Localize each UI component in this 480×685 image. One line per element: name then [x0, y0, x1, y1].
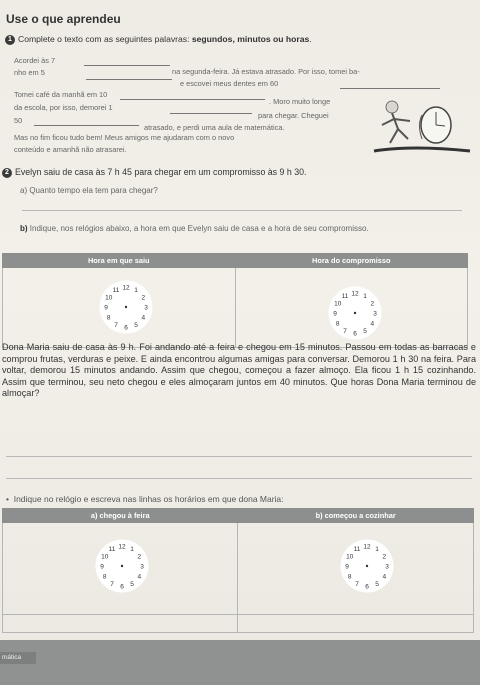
q3-answer-line[interactable] — [6, 456, 472, 457]
clock-number: 10 — [333, 300, 341, 308]
q2-clock-cell-right — [235, 268, 467, 348]
clock-number: 4 — [370, 320, 374, 328]
q3-answer-line[interactable] — [6, 478, 472, 479]
clock-center-dot — [125, 306, 127, 308]
clock-number: 9 — [100, 563, 104, 571]
q1-keywords: segundos, minutos ou horas — [191, 34, 310, 44]
q3-text: Dona Maria saiu de casa às 9 h. Foi andando até a feira e chegou em 15 minutos. Passou em todas as barracas e comprou frutas, verduras e peixe. E ainda encontrou algumas amigas para conversar. Demorou 1 h 30 na feira. Para voltar, demorou 15 minutos andando. Assim que chegou, começou a fazer almoço. Ela ficou 1 h 15 cozinhando. Assim que terminou, seu neto chegou e eles almoçaram juntos em 40 minutos. Que horas Dona Maria terminou de almoçar? — [2, 342, 476, 399]
clock-number: 2 — [382, 553, 387, 561]
q2-item-b: b) Indique, nos relógios abaixo, a hora em que Evelyn saiu de casa e a hora de seu compromisso. — [20, 224, 369, 233]
clock-number: 6 — [124, 324, 128, 332]
q1-prompt-text: Complete o texto com as seguintes palavras: — [18, 34, 192, 44]
q1-text-line: . Moro muito longe — [269, 97, 331, 106]
clock-svg[interactable] — [338, 537, 396, 595]
clock-number: 1 — [130, 546, 134, 554]
clock-center-dot — [121, 565, 123, 567]
footer-subject-tab: mática — [0, 652, 36, 664]
clock-number: 10 — [101, 553, 109, 561]
q2-clock-table — [2, 253, 468, 348]
clock-number: 1 — [362, 293, 367, 301]
clock-number: 3 — [385, 563, 390, 571]
q1-blank-5[interactable] — [170, 113, 252, 114]
clock-face[interactable] — [326, 284, 467, 347]
clock-number: 7 — [110, 580, 114, 588]
q1-blank-2[interactable] — [86, 79, 172, 80]
clock-number: 1 — [134, 287, 138, 295]
clock-face[interactable] — [97, 278, 235, 341]
clock-center-dot — [353, 312, 355, 314]
q1-text-line: nho em 5 — [14, 68, 45, 77]
page-title: Use o que aprendeu — [6, 12, 121, 26]
clock-number: 7 — [355, 580, 360, 588]
q3-clock-table — [2, 508, 474, 633]
clock-number: 6 — [365, 583, 370, 591]
q2-prompt: 2 Evelyn saiu de casa às 7 h 45 para chegar em um compromisso às 9 h 30. — [2, 167, 306, 178]
q3-clock-cell-right — [238, 523, 474, 615]
q1-text-line: Acordei às 7 — [14, 56, 56, 65]
clock-number: 9 — [345, 563, 350, 571]
clock-number: 3 — [140, 563, 144, 571]
clock-number: 4 — [382, 573, 387, 581]
clock-number: 2 — [370, 300, 374, 308]
q3-header-right: b) começou a cozinhar — [238, 509, 474, 523]
clock-number: 4 — [141, 314, 146, 322]
clock-number: 8 — [335, 320, 340, 328]
clock-number: 4 — [137, 573, 142, 581]
q1-blank-6[interactable] — [34, 125, 139, 126]
q1-text-line: Tomei café da manhã em 10 — [14, 90, 108, 99]
q1-prompt: 1 Complete o texto com as seguintes palavras: segundos, minutos ou horas. — [5, 34, 312, 45]
q1-text-line: para chegar. Cheguei — [258, 111, 329, 120]
clock-number: 1 — [375, 546, 380, 554]
q1-text-line: na segunda-feira. Já estava atrasado. Por isso, tomei ba- — [172, 67, 360, 76]
clock-number: 11 — [341, 293, 348, 301]
q1-text-line: da escola, por isso, demorei 1 — [14, 103, 113, 112]
q2-answer-line[interactable] — [22, 210, 462, 211]
bullet-dot: • — [6, 494, 9, 504]
clock-number: 2 — [137, 553, 142, 561]
clock-number: 5 — [134, 321, 138, 329]
q1-text-line: conteúdo e amanhã não atrasarei. — [14, 145, 127, 154]
q1-number: 1 — [5, 35, 15, 45]
q1-blank-4[interactable] — [120, 99, 265, 100]
clock-number: 6 — [120, 583, 124, 591]
q1-blank-3[interactable] — [340, 88, 440, 89]
clock-number: 11 — [108, 546, 116, 554]
clock-number: 12 — [363, 543, 372, 551]
clock-face[interactable] — [93, 537, 237, 600]
clock-number: 8 — [348, 573, 352, 581]
clock-number: 7 — [114, 321, 118, 329]
q1-text-line: 50 — [14, 116, 23, 125]
clock-number: 9 — [104, 304, 108, 312]
clock-svg[interactable] — [93, 537, 151, 595]
clock-number: 6 — [352, 330, 357, 338]
clock-number: 5 — [130, 580, 134, 588]
q2-header-left: Hora em que saiu — [3, 254, 236, 268]
clock-number: 8 — [106, 314, 111, 322]
q2-header-right: Hora do compromisso — [235, 254, 467, 268]
clock-number: 10 — [346, 553, 354, 561]
clock-number: 11 — [354, 546, 361, 554]
clock-number: 2 — [141, 294, 146, 302]
clock-number: 11 — [112, 287, 120, 295]
clock-number: 8 — [102, 573, 107, 581]
q1-blank-1[interactable] — [84, 65, 170, 66]
q3-answer-cell-left[interactable] — [3, 615, 238, 633]
running-boy-clock-illustration — [372, 95, 472, 161]
clock-svg[interactable] — [97, 278, 155, 336]
clock-number: 5 — [375, 580, 380, 588]
clock-number: 5 — [362, 327, 367, 335]
q3-answer-cell-right[interactable] — [238, 615, 474, 633]
clock-number: 3 — [144, 304, 148, 312]
q1-text-line: atrasado, e perdi uma aula de matemática. — [144, 123, 285, 132]
q3-bullet-instruction: • Indique no relógio e escreva nas linhas os horários em que dona Maria: — [6, 494, 284, 504]
clock-center-dot — [366, 565, 368, 567]
q2-clock-cell-left — [3, 268, 236, 348]
q2-item-a: a) Quanto tempo ela tem para chegar? — [20, 186, 158, 195]
q2-number: 2 — [2, 168, 12, 178]
clock-number: 3 — [372, 310, 377, 318]
clock-svg[interactable] — [326, 284, 384, 342]
clock-face[interactable] — [338, 537, 473, 600]
q1-text-line: e escovei meus dentes em 60 — [180, 79, 279, 88]
clock-number: 7 — [342, 327, 347, 335]
clock-number: 12 — [350, 290, 359, 298]
clock-number: 9 — [332, 310, 337, 318]
footer-band — [0, 640, 480, 685]
q3-header-left: a) chegou à feira — [3, 509, 238, 523]
clock-number: 12 — [122, 284, 130, 292]
q3-clock-cell-left — [3, 523, 238, 615]
q1-text-line: Mas no fim ficou tudo bem! Meus amigos me ajudaram com o novo — [14, 133, 235, 142]
clock-number: 12 — [118, 543, 126, 551]
clock-number: 10 — [105, 294, 113, 302]
